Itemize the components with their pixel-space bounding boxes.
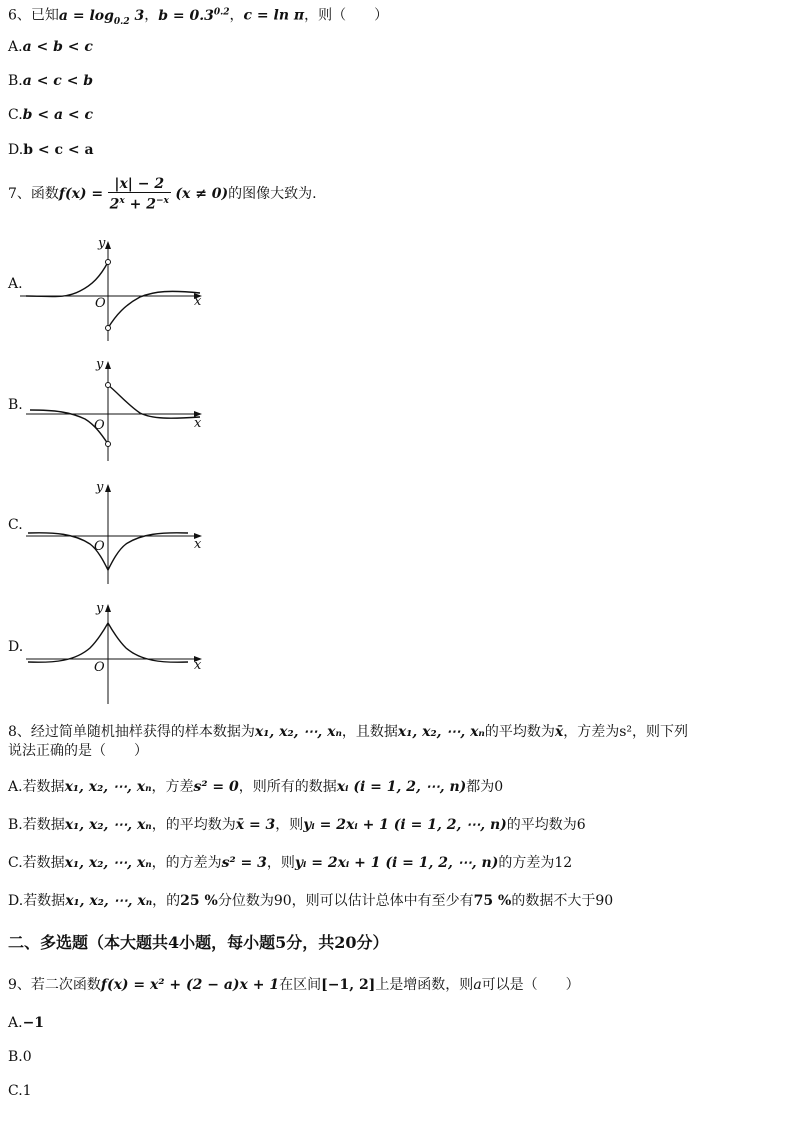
graph-a-right-branch xyxy=(108,291,200,328)
q9-stem: 9、若二次函数f(x) = x² + (2 − a)x + 1在区间[−1, 2]上是增函数，则a可以是（ ） xyxy=(8,977,580,993)
graph-b-x-label: x xyxy=(194,416,202,431)
q6-c-def: c = ln π xyxy=(243,7,305,24)
graph-d-x-label: x xyxy=(194,658,202,673)
graph-c-x-label: x xyxy=(194,537,202,552)
q7-fraction: $\frac{|x| - 2}{2^x + 2^{-x}}$ xyxy=(109,175,169,213)
graph-a-origin-label: O xyxy=(95,296,106,311)
graph-d xyxy=(20,598,210,708)
graph-b-y-arrow xyxy=(105,361,111,369)
graph-d-origin-label: O xyxy=(94,660,105,675)
q9-option-c: C.1 xyxy=(8,1083,32,1099)
graph-b-right-branch xyxy=(108,385,200,418)
graph-b-label: B. xyxy=(8,397,23,413)
q6-option-d: D.b < c < a xyxy=(8,142,94,158)
graph-a-y-arrow xyxy=(105,241,111,249)
q8-option-c: C.若数据x₁, x₂, ⋯, xₙ，的方差为s² = 3，则yᵢ = 2xᵢ + 1 (i = 1, 2, ⋯, n)的方差为12 xyxy=(8,855,573,871)
graph-b-open-point-top xyxy=(106,383,111,388)
q6-stem-prefix: 6、已知 xyxy=(8,7,59,24)
graph-b-origin-label: O xyxy=(94,418,105,433)
graph-a-left-branch xyxy=(26,262,108,297)
q8-option-b: B.若数据x₁, x₂, ⋯, xₙ，的平均数为x̄ = 3，则yᵢ = 2xᵢ + 1 (i = 1, 2, ⋯, n)的平均数为6 xyxy=(8,817,586,833)
graph-a-open-point-bottom xyxy=(106,326,111,331)
graph-b-y-label: y xyxy=(96,357,104,372)
q8-option-a: A.若数据x₁, x₂, ⋯, xₙ，方差s² = 0，则所有的数据xᵢ (i = 1, 2, ⋯, n)都为0 xyxy=(8,779,504,795)
graph-a-y-label: y xyxy=(98,236,106,251)
graph-d-label: D. xyxy=(8,639,24,655)
q6-stem-suffix: ，则（ ） xyxy=(304,7,389,24)
graph-c-origin-label: O xyxy=(94,539,105,554)
q8-stem-line2: 说法正确的是（ ） xyxy=(8,743,148,759)
graph-b xyxy=(20,355,210,465)
graph-d-y-label: y xyxy=(96,601,104,616)
q8-stem-line1: 8、经过简单随机抽样获得的样本数据为x₁, x₂, ⋯, xₙ，且数据x₁, x₂, ⋯, xₙ的平均数为x̄，方差为s²，则下列 xyxy=(8,724,688,740)
q7-stem-suffix: 的图像大致为. xyxy=(228,186,317,202)
graph-c-y-arrow xyxy=(105,484,111,492)
q6-option-b: B.a < c < b xyxy=(8,73,94,89)
graph-c-label: C. xyxy=(8,517,23,533)
q6-option-c: C.b < a < c xyxy=(8,107,94,123)
q8-option-d: D.若数据x₁, x₂, ⋯, xₙ，的25 %分位数为90，则可以估计总体中有至少有75 %的数据不大于90 xyxy=(8,893,614,909)
graph-b-open-point-bottom xyxy=(106,442,111,447)
q6-b-def: $b = 0.3^{0.2}$ xyxy=(158,7,230,24)
q6-a-def: $a = \log_{0.2} 3$ xyxy=(58,7,145,27)
q6-stem: 6、已知$a = \log_{0.2} 3$，$b = 0.3^{0.2}$，c = ln π，则（ ） xyxy=(8,7,389,27)
graph-d-y-arrow xyxy=(105,604,111,612)
graph-a-label: A. xyxy=(8,276,23,292)
graph-a-x-label: x xyxy=(194,294,202,309)
q7-func: f(x) = xyxy=(58,186,104,202)
q7-stem-prefix: 7、函数 xyxy=(8,186,59,202)
q7-stem xyxy=(8,174,317,214)
q7-condition: (x ≠ 0) xyxy=(175,186,229,202)
q6-option-a: A.a < b < c xyxy=(8,39,93,55)
q9-option-b: B.0 xyxy=(8,1049,32,1065)
graph-a xyxy=(20,235,210,345)
graph-a-open-point-top xyxy=(106,260,111,265)
graph-c-y-label: y xyxy=(96,480,104,495)
graph-c xyxy=(20,478,210,588)
q9-option-a: A.−1 xyxy=(8,1015,45,1031)
section-heading-multiple-choice: 二、多选题（本大题共4小题，每小题5分，共20分） xyxy=(8,933,389,952)
